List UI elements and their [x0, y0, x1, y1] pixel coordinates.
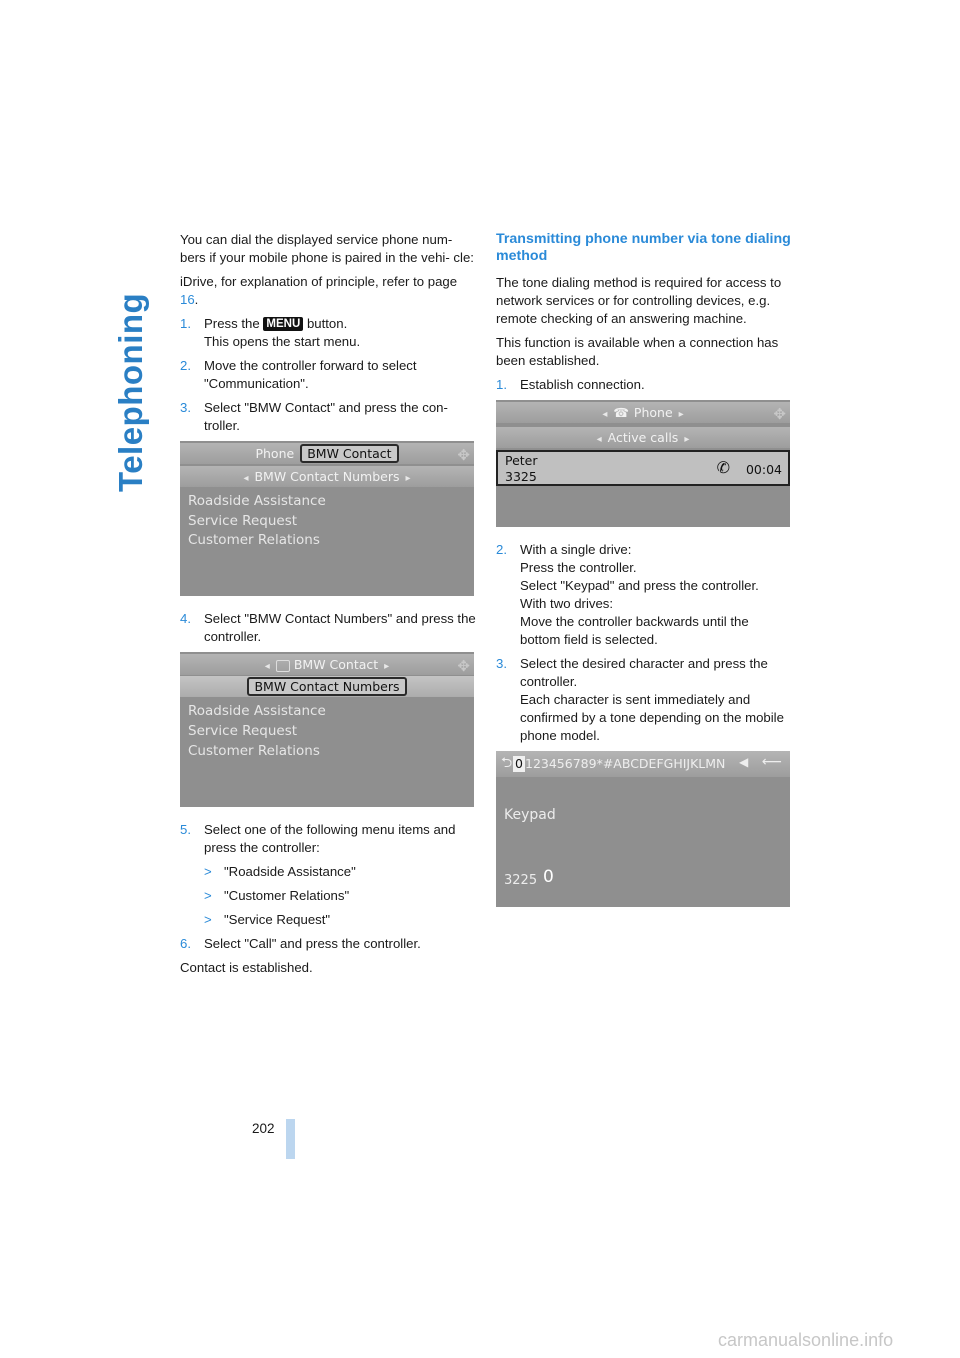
- page-link[interactable]: 16: [180, 292, 195, 307]
- screen-bmw-contact-numbers: [180, 652, 474, 807]
- step-6: 6. Select "Call" and press the controller.: [180, 936, 421, 951]
- chevron-right-icon: ▸: [684, 434, 690, 445]
- entered-digit: 0: [543, 867, 554, 887]
- menu-item: Customer Relations: [188, 532, 320, 548]
- chevron-left-icon: ◂: [602, 409, 608, 420]
- menu-item: Roadside Assistance: [188, 703, 326, 719]
- screen-subheader: ◂ BMW Contact Numbers ▸: [180, 466, 474, 487]
- chevron-left-icon: ◂: [243, 473, 249, 484]
- step-1: 1. Press the MENU button. This opens the start menu.: [180, 316, 361, 349]
- keypad-label: Keypad: [504, 807, 556, 823]
- closing-text: Contact is established.: [180, 960, 313, 975]
- screen-bar-active-calls: ◂ Active calls ▸: [496, 427, 790, 448]
- chevron-left-icon: ◂: [596, 434, 602, 445]
- para-tone-dialing: The tone dialing method is required for access to network services or for controlling devices, e.g. remote checking of an answering machine.: [496, 275, 782, 326]
- section-heading: Transmitting phone number via tone dialing method: [496, 231, 791, 264]
- bullet-item: > "Roadside Assistance": [204, 864, 356, 879]
- back-arrow-icon: ⮌: [501, 755, 513, 771]
- move-icon: ✥: [457, 657, 470, 675]
- step-4: 4. Select "BMW Contact Numbers" and press the controller.: [180, 611, 476, 644]
- bullet-item: > "Customer Relations": [204, 888, 350, 903]
- char-strip: 123456789*#ABCDEFGHIJKLMN: [525, 756, 726, 771]
- screen-active-call: [496, 400, 790, 527]
- step-2: 2. Move the controller forward to select "Communication".: [180, 358, 417, 391]
- step-3: 3. Select the desired character and press the controller. Each character is sent immediately and confirmed by a tone depending on the mobile phone model.: [496, 656, 784, 743]
- step-2: 2. With a single drive: Press the controller. Select "Keypad" and press the controller. With two drives: Move the controller backwards until the bottom field is selected.: [496, 542, 759, 647]
- move-icon: ✥: [773, 405, 786, 423]
- caller-name: Peter: [505, 453, 538, 468]
- bullet-item: > "Service Request": [204, 912, 331, 927]
- screen-header: ◂ BMW Contact ▸ ✥: [180, 654, 474, 675]
- selected-char: 0: [515, 756, 523, 771]
- call-duration: 00:04: [745, 462, 782, 477]
- page-number: 202: [252, 1121, 275, 1136]
- step-3: 3. Select "BMW Contact" and press the con- troller.: [180, 400, 448, 433]
- idrive-reference: iDrive, for explanation of principle, refer to page 16.: [180, 274, 458, 307]
- call-row: [496, 450, 790, 486]
- call-handset-icon: ✆: [716, 458, 730, 477]
- screen-bar-phone: ◂ ☎ Phone ▸ ✥: [496, 402, 790, 423]
- para-availability: This function is available when a connection has been established.: [496, 335, 779, 368]
- selected-item: BMW Contact Numbers: [247, 677, 406, 696]
- move-icon: ✥: [457, 446, 470, 464]
- menu-item: Service Request: [188, 723, 298, 739]
- intro-text: You can dial the displayed service phone num- bers if your mobile phone is paired in the vehi- cle:: [180, 232, 474, 265]
- menu-item: Service Request: [188, 513, 298, 529]
- left-column: [180, 231, 476, 983]
- screen-selected-row: [180, 676, 474, 697]
- tab-bmw-contact: BMW Contact: [300, 444, 398, 463]
- chevron-right-icon: ▸: [678, 409, 684, 420]
- watermark: carmanualsonline.info: [718, 1330, 894, 1350]
- chevron-right-icon: ▸: [384, 661, 390, 672]
- screen-tab-bar: [180, 443, 474, 464]
- phone-handset-icon: ☎: [613, 405, 629, 420]
- page-accent-bar: [286, 1119, 295, 1159]
- dialed-number: 3225: [504, 873, 538, 888]
- section-title: Telephoning: [112, 292, 149, 492]
- tab-phone: Phone: [255, 446, 295, 461]
- menu-item: Roadside Assistance: [188, 493, 326, 509]
- caller-number: 3325: [505, 469, 537, 484]
- chevron-left-icon: ◂: [264, 661, 270, 672]
- contact-icon: [276, 660, 290, 672]
- speaker-icon: ◀: [739, 755, 749, 769]
- screen-bmw-contact: [180, 441, 474, 596]
- step-1: 1. Establish connection.: [496, 377, 645, 392]
- screen-keypad: [496, 751, 790, 907]
- chevron-right-icon: ▸: [405, 473, 411, 484]
- menu-item: Customer Relations: [188, 743, 320, 759]
- menu-button-icon: MENU: [263, 317, 303, 331]
- step-5: 5. Select one of the following menu items and press the controller:: [180, 822, 456, 855]
- keypad-bar: [496, 751, 790, 777]
- right-column: [496, 231, 792, 921]
- delete-icon: ⟵: [761, 754, 782, 770]
